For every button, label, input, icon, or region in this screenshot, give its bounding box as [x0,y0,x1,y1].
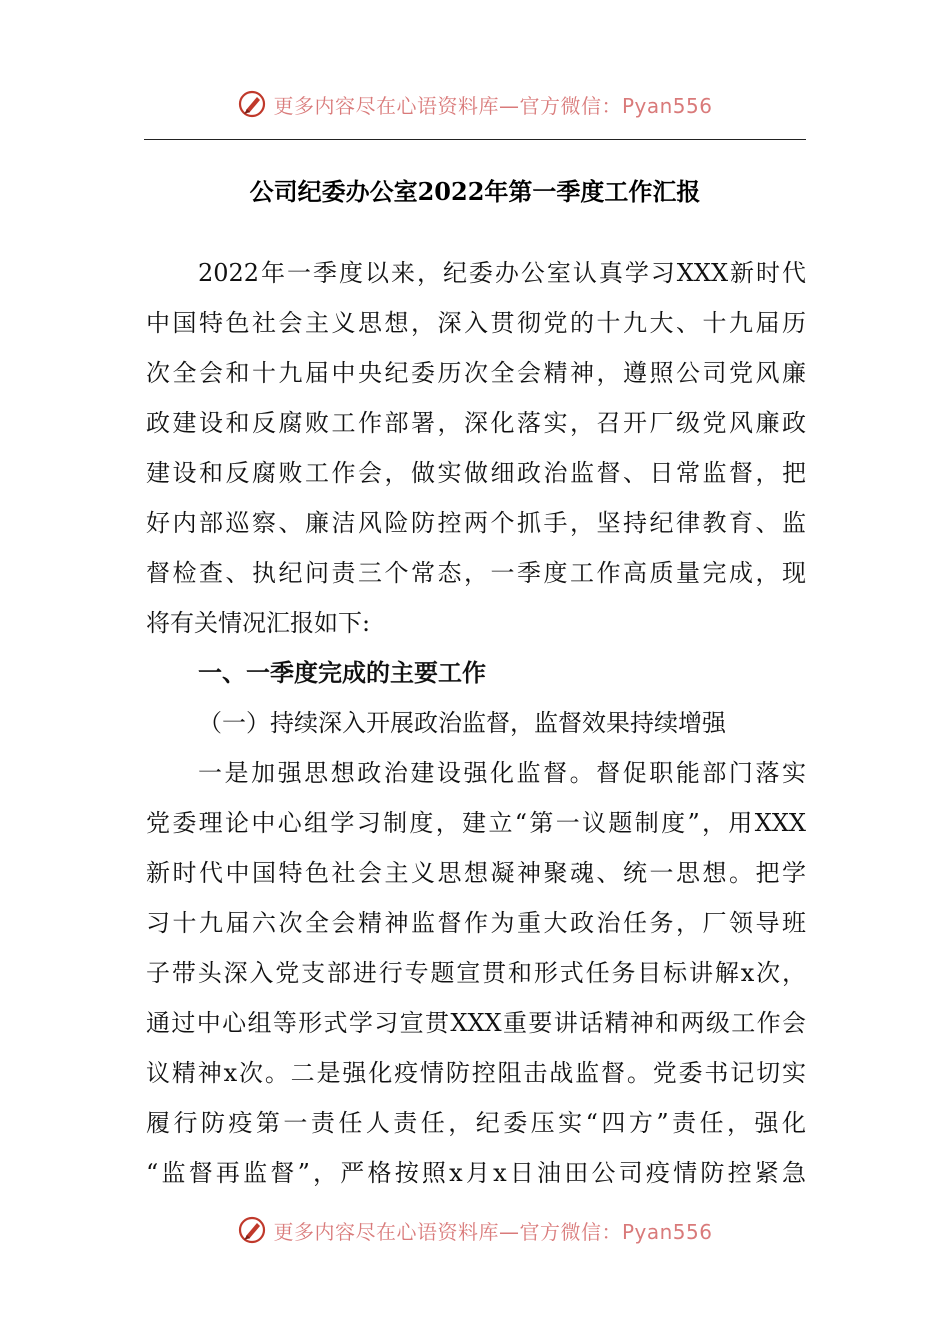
watermark-banner-top [0,82,950,126]
body-line: 督检查、执纪问责三个常态，一季度工作高质量完成，现 [146,559,806,587]
body-line: 一是加强思想政治建设强化监督。督促职能部门落实 [198,759,806,787]
watermark-banner-bottom [0,1208,950,1252]
body-line: 党委理论中心组学习制度，建立“第一议题制度”，用XXX [146,809,806,837]
body-line: 好内部巡察、廉洁风险防控两个抓手，坚持纪律教育、监 [146,509,806,537]
body-line: 政建设和反腐败工作部署，深化落实，召开厂级党风廉政 [146,409,806,437]
watermark-text: 更多内容尽在心语资料库—官方微信：Pyan556 [273,1219,713,1244]
body-line: 中国特色社会主义思想，深入贯彻党的十九大、十九届历 [146,309,806,337]
body-line: 新时代中国特色社会主义思想凝神聚魂、统一思想。把学 [146,859,806,887]
body-line: 2022年一季度以来，纪委办公室认真学习XXX新时代 [198,259,806,287]
pen-seal-icon [237,89,267,119]
document-title: 公司纪委办公室2022年第一季度工作汇报 [249,177,701,206]
section-heading: 一、一季度完成的主要工作 [198,659,486,687]
body-line: 议精神x次。二是强化疫情防控阻击战监督。党委书记切实 [146,1059,806,1087]
document-body [146,248,806,1198]
header-rule [144,139,806,140]
subsection-heading: （一）持续深入开展政治监督，监督效果持续增强 [198,709,726,737]
body-line: 习十九届六次全会精神监督作为重大政治任务，厂领导班 [146,909,806,937]
body-line: 通过中心组等形式学习宣贯XXX重要讲话精神和两级工作会 [146,1009,806,1037]
watermark-text: 更多内容尽在心语资料库—官方微信：Pyan556 [273,93,713,118]
body-line: 履行防疫第一责任人责任，纪委压实“四方”责任，强化 [146,1109,806,1137]
body-line: 次全会和十九届中央纪委历次全会精神，遵照公司党风廉 [146,359,806,387]
body-line: 建设和反腐败工作会，做实做细政治监督、日常监督，把 [146,459,806,487]
body-line: 子带头深入党支部进行专题宣贯和形式任务目标讲解x次， [146,959,806,987]
pen-seal-icon [237,1215,267,1245]
body-line: “监督再监督”，严格按照x月x日油田公司疫情防控紧急 [146,1159,806,1187]
body-line: 将有关情况汇报如下: [146,609,371,637]
